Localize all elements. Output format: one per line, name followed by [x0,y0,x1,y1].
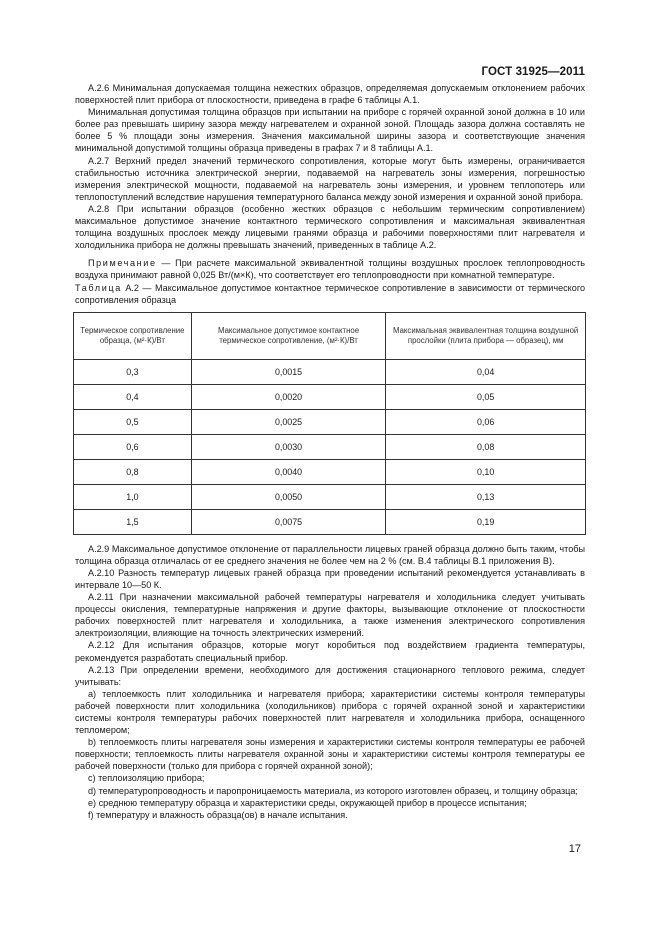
list-item-d: d) температуропроводность и паропроницаемость материала, из которого изготовлен образец, и толщину образца; [88,785,578,796]
paragraph-min-thickness: Минимальная допустимая толщина образцов при испытании на приборе с горячей охранной зоной должна в 10 или более раз превышать ширину зазора между нагревателем и охранной зоной. Площадь зазора должна составлять не более 5 % площади зоны измерения. Значения максимальной ширины зазора и соответствующие значения минимальной допустимой толщины образца приведены в графах 7 и 8 таблицы А.1. [75,107,585,154]
document-body [75,82,585,821]
table-row [74,484,586,509]
table-row [74,359,586,384]
table-cell: 0,8 [74,459,192,484]
table-caption-label: Таблица [75,282,122,293]
table-caption-text: А.2 — Максимальное допустимое контактное термическое сопротивление в зависимости от термического сопротивления образца [75,282,585,305]
table-cell: 0,0030 [191,434,386,459]
standard-id-header: ГОСТ 31925—2011 [481,66,585,78]
table-cell: 0,08 [386,434,586,459]
note-text: — При расчете максимальной эквивалентной толщины воздушных прослоек теплопроводность воздуха принимают равной 0,025 Вт/(м×К), что соответствует его теплопроводности при комнатной температуре. [75,258,585,281]
table-cell: 0,0025 [191,409,386,434]
paragraph-a-2-12: А.2.12 Для испытания образцов, которые могут коробиться под воздействием градиента температуры, рекомендуется разработать специальный прибор. [75,640,585,663]
table-cell: 0,0075 [191,509,386,534]
table-row [74,509,586,534]
contact-resistance-table [73,312,586,535]
table-cell: 0,3 [74,359,192,384]
table-cell: 0,06 [386,409,586,434]
table-row [74,384,586,409]
paragraph-a-2-9: А.2.9 Максимальное допустимое отклонение от параллельности лицевых граней образца должно быть таким, чтобы толщина образца отличалась от ее среднего значения не более чем на 2 % (см. В.4 таблицы В.1 приложения В). [75,543,585,566]
list-item-c: c) теплоизоляцию прибора; [88,773,205,784]
header-sample-resistance: Термическое сопротивление образца, (м²·К)/Вт [74,312,192,359]
list-item-f: f) температуру и влажность образца(ов) в начале испытания. [88,809,348,820]
table-cell: 0,0015 [191,359,386,384]
note-label: Примечание [88,258,157,269]
table-cell: 0,19 [386,509,586,534]
note [75,257,585,281]
table-cell: 0,05 [386,384,586,409]
table-header-row [74,312,586,359]
list-item-e: e) среднюю температуру образца и характеристики среды, окружающей прибор в процессе испытания; [88,797,527,808]
table-cell: 0,5 [74,409,192,434]
list-item-b: b) теплоемкость плиты нагревателя зоны измерения и характеристики системы контроля температуры ее рабочей поверхности; теплоемкость плиты нагревателя охранной зоны и характеристики системы контроля температуры ее рабочей поверхности (только для прибора с горячей охранной зоной); [75,737,585,772]
table-cell: 0,0040 [191,459,386,484]
paragraph-a-2-8: А.2.8 При испытании образцов (особенно жестких образцов с небольшим термическим сопротивлением) максимальное допустимое значение контактного термического сопротивления и максимальная эквивалентная толщина воздушных прослоек между лицевыми гранями образца и рабочими поверхностями плит нагревателя и холодильника прибора не должны превышать значений, приведенных в таблице А.2. [75,203,585,251]
table-row [74,434,586,459]
paragraph-a-2-7: А.2.7 Верхний предел значений термического сопротивления, которые могут быть измерены, ограничивается стабильностью источника электрической энергии, подаваемой на нагреватель зоны измерения, погрешностью измерения электрической мощности, подаваемой на нагреватель зоны измерения, и уровнем теплопотерь или теплопоступлений вследствие нарушения температурного баланса между зоной измерения и охранной зоной прибора. [75,155,585,202]
list-item-a: a) теплоемкость плит холодильника и нагревателя прибора; характеристики системы контроля температуры рабочей поверхности плит холодильника (холодильников) прибора с горячей охранной зоной и характеристики системы контроля температуры рабочих поверхностей плит нагревателя и холодильника прибора, оснащенного тепломером; [75,688,585,736]
table-cell: 0,13 [386,484,586,509]
page-number: 17 [568,843,581,855]
paragraph-a-2-10: А.2.10 Разность температур лицевых граней образца при проведении испытаний рекомендуется устанавливать в интервале 10—50 К. [75,567,585,590]
table-cell: 1,5 [74,509,192,534]
table-row [74,409,586,434]
table-cell: 1,0 [74,484,192,509]
table-cell: 0,04 [386,359,586,384]
table-caption [75,282,585,306]
table-cell: 0,6 [74,434,192,459]
table-row [74,459,586,484]
paragraph-a-2-6: А.2.6 Минимальная допускаемая толщина нежестких образцов, определяемая допускаемым отклонением рабочих поверхностей плит прибора от плоскостности, приведена в графе 6 таблицы А.1. [75,83,585,106]
paragraph-a-2-11: А.2.11 При назначении максимальной рабочей температуры нагревателя и холодильника следует учитывать процессы окисления, температурные напряжения и другие факторы, вызывающие отклонение от плоскостности рабочих поверхностей плит нагревателя и холодильника, а также изменения электрического сопротивления электроизоляции, влияющие на точность электрических измерений. [75,592,585,639]
table-cell: 0,10 [386,459,586,484]
paragraph-a-2-13: А.2.13 При определении времени, необходимого для достижения стационарного теплового режима, следует учитывать: [75,664,585,687]
header-contact-resistance: Максимальное допустимое контактное термическое сопротивление, (м²·К)/Вт [191,312,386,359]
table-cell: 0,4 [74,384,192,409]
table-cell: 0,0050 [191,484,386,509]
header-air-gap-thickness: Максимальная эквивалентная толщина воздушной прослойки (плита прибора — образец), мм [386,312,586,359]
table-cell: 0,0020 [191,384,386,409]
